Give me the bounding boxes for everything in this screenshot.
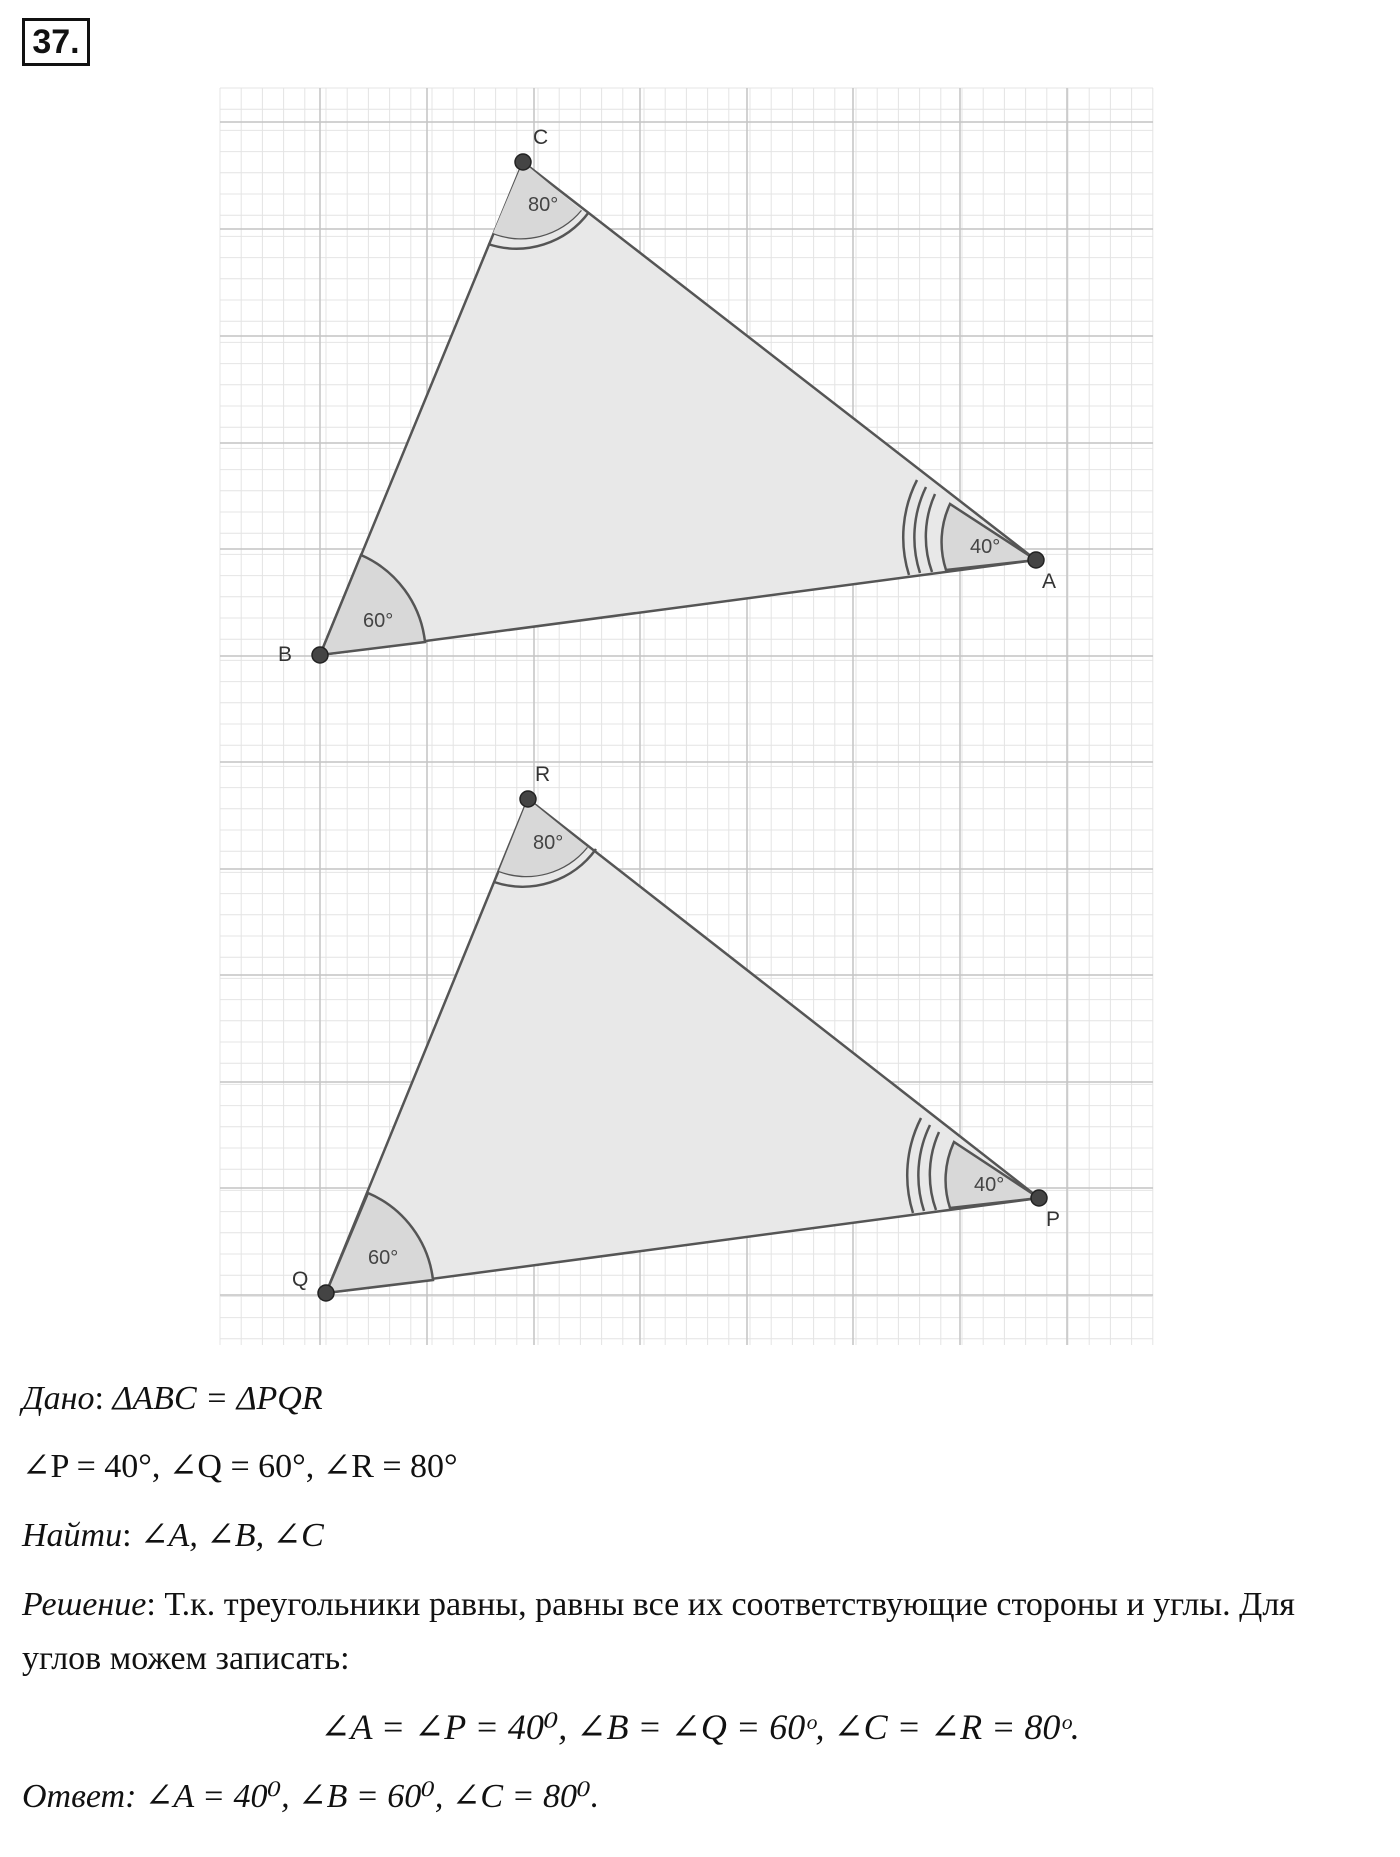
vertex-label-r: R xyxy=(535,763,551,786)
vertex-c xyxy=(515,154,531,170)
angle-label-p: 40° xyxy=(974,1174,1005,1196)
vertex-a xyxy=(1028,552,1044,568)
vertex-label-c: C xyxy=(533,126,549,149)
solution-text: Т.к. треугольники равны, равны все их соответствующие стороны и углы. Для углов можем записать: xyxy=(22,1586,1295,1677)
angles-values: ∠P = 40°, ∠Q = 60°, ∠R = 80° xyxy=(22,1448,458,1485)
formula-line xyxy=(0,1706,1400,1748)
vertex-label-b: B xyxy=(278,643,293,666)
triangle-abc xyxy=(278,126,1056,666)
answer-statement: ∠A = 40⁰, ∠B = 60⁰, ∠C = 80⁰. xyxy=(144,1778,600,1815)
answer-line xyxy=(22,1776,599,1816)
formula-text: ∠A = ∠P = 40⁰, ∠B = ∠Q = 60ᵒ, ∠C = ∠R = 80ᵒ. xyxy=(320,1707,1080,1747)
given-sep: : xyxy=(94,1380,113,1417)
vertex-p xyxy=(1031,1190,1047,1206)
find-label: Найти xyxy=(22,1517,123,1554)
triangle-pqr xyxy=(292,763,1060,1301)
problem-number: 37. xyxy=(22,18,90,66)
vertex-q xyxy=(318,1285,334,1301)
find-line xyxy=(22,1515,324,1555)
angle-label-q: 60° xyxy=(368,1247,399,1269)
solution-paragraph xyxy=(22,1578,1382,1686)
solution-sep: : xyxy=(146,1586,165,1623)
find-sep: : xyxy=(122,1517,141,1554)
vertex-b xyxy=(312,647,328,663)
vertex-label-p: P xyxy=(1046,1208,1061,1231)
triangle-pqr-fill xyxy=(326,799,1039,1293)
solution-label: Решение xyxy=(22,1586,147,1623)
given-statement: ΔABC = ΔPQR xyxy=(112,1380,323,1417)
angle-label-c: 80° xyxy=(528,194,559,216)
angles-line xyxy=(22,1446,458,1486)
find-statement: ∠A, ∠B, ∠C xyxy=(140,1517,324,1554)
angle-label-b: 60° xyxy=(363,610,394,632)
angle-label-r: 80° xyxy=(533,832,564,854)
answer-label: Ответ: xyxy=(22,1778,137,1815)
given-label: Дано xyxy=(22,1380,95,1417)
given-line xyxy=(22,1380,323,1418)
angle-label-a: 40° xyxy=(970,536,1001,558)
vertex-label-a: A xyxy=(1042,570,1057,593)
vertex-label-q: Q xyxy=(292,1268,309,1291)
vertex-r xyxy=(520,791,536,807)
